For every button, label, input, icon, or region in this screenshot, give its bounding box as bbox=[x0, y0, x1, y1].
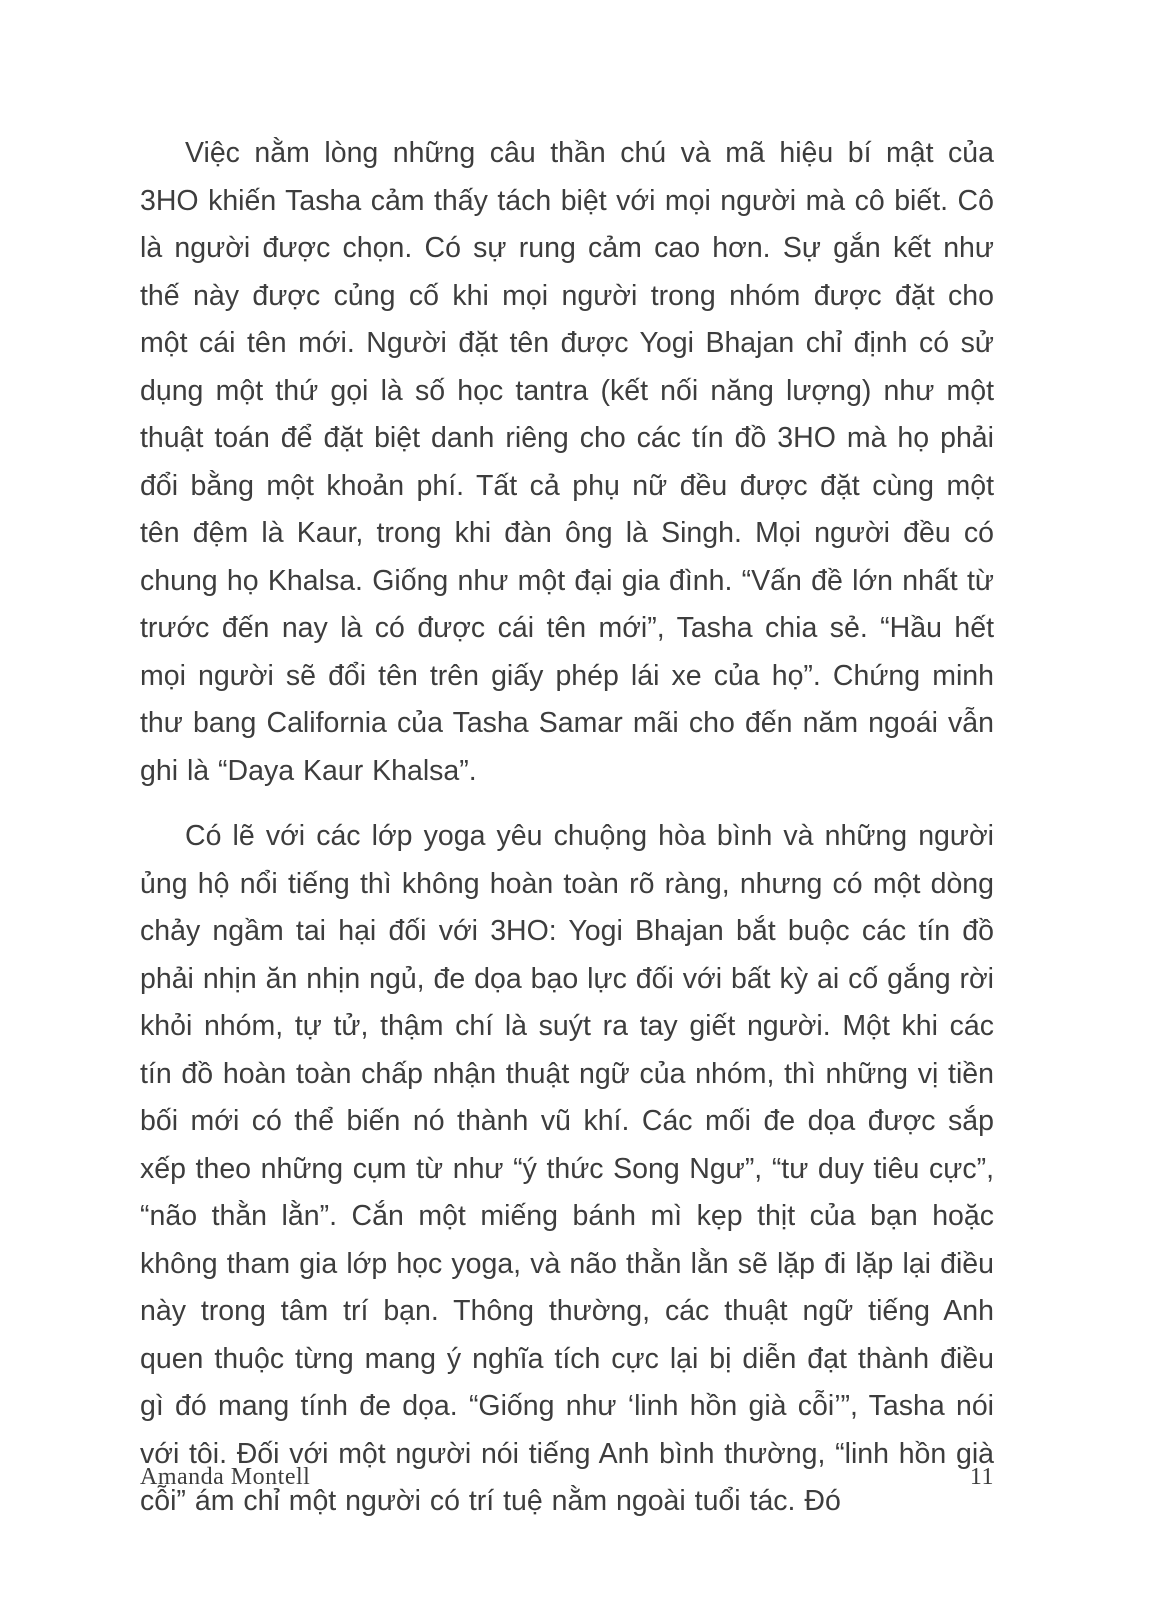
footer-author-name: Amanda Montell bbox=[140, 1464, 311, 1490]
page-footer bbox=[140, 1464, 994, 1491]
body-paragraph-1: Việc nằm lòng những câu thần chú và mã hiệu bí mật của 3HO khiến Tasha cảm thấy tách biệt với mọi người mà cô biết. Cô là người được chọn. Có sự rung cảm cao hơn. Sự gắn kết như thế này được củng cố khi mọi người trong nhóm được đặt cho một cái tên mới. Người đặt tên được Yogi Bhajan chỉ định có sử dụng một thứ gọi là số học tantra (kết nối năng lượng) như một thuật toán để đặt biệt danh riêng cho các tín đồ 3HO mà họ phải đổi bằng một khoản phí. Tất cả phụ nữ đều được đặt cùng một tên đệm là Kaur, trong khi đàn ông là Singh. Mọi người đều có chung họ Khalsa. Giống như một đại gia đình. “Vấn đề lớn nhất từ trước đến nay là có được cái tên mới”, Tasha chia sẻ. “Hầu hết mọi người sẽ đổi tên trên giấy phép lái xe của họ”. Chứng minh thư bang California của Tasha Samar mãi cho đến năm ngoái vẫn ghi là “Daya Kaur Khalsa”. bbox=[140, 137, 994, 787]
page-content bbox=[140, 130, 994, 1544]
footer-page-number: 11 bbox=[969, 1464, 994, 1490]
body-paragraph-2: Có lẽ với các lớp yoga yêu chuộng hòa bình và những người ủng hộ nổi tiếng thì không hoàn toàn rõ ràng, nhưng có một dòng chảy ngầm tai hại đối với 3HO: Yogi Bhajan bắt buộc các tín đồ phải nhịn ăn nhịn ngủ, đe dọa bạo lực đối với bất kỳ ai cố gắng rời khỏi nhóm, tự tử, thậm chí là suýt ra tay giết người. Một khi các tín đồ hoàn toàn chấp nhận thuật ngữ của nhóm, thì những vị tiền bối mới có thể biến nó thành vũ khí. Các mối đe dọa được sắp xếp theo những cụm từ như “ý thức Song Ngư”, “tư duy tiêu cực”, “não thằn lằn”. Cắn một miếng bánh mì kẹp thịt của bạn hoặc không tham gia lớp học yoga, và não thằn lằn sẽ lặp đi lặp lại điều này trong tâm trí bạn. Thông thường, các thuật ngữ tiếng Anh quen thuộc từng mang ý nghĩa tích cực lại bị diễn đạt thành điều gì đó mang tính đe dọa. “Giống như ‘linh hồn già cỗi’”, Tasha nói với tôi. Đối với một người nói tiếng Anh bình thường, “linh hồn già cỗi” ám chỉ một người có trí tuệ nằm ngoài tuổi tác. Đó bbox=[140, 820, 994, 1517]
